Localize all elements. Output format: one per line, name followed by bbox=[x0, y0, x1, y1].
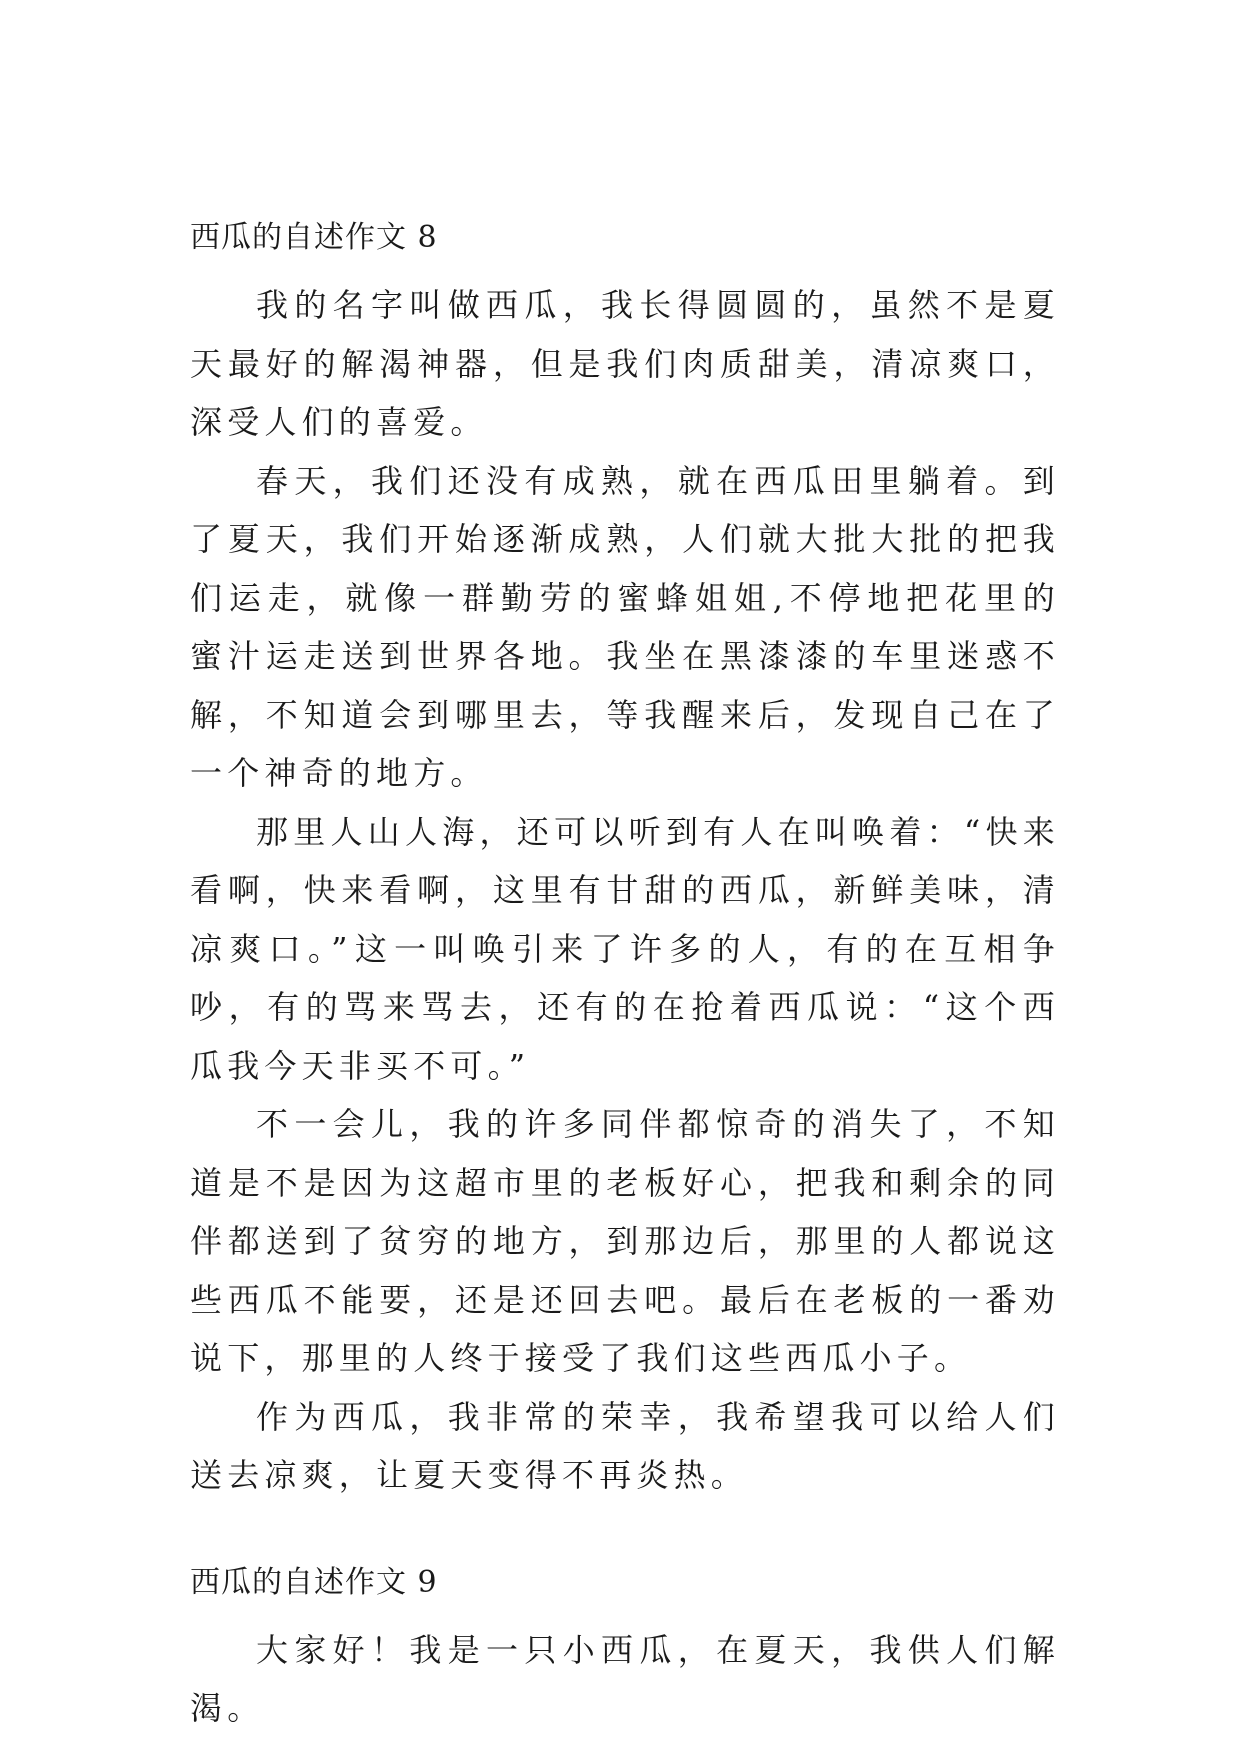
document-content bbox=[190, 218, 1060, 1738]
essay-9-paragraph-1: 大家好！我是一只小西瓜，在夏天，我供人们解渴。 bbox=[190, 1630, 1060, 1727]
essay-8-paragraph-4: 不一会儿，我的许多同伴都惊奇的消失了，不知道是不是因为这超市里的老板好心，把我和剩余的同伴都送到了贫穷的地方，到那边后，那里的人都说这些西瓜不能要，还是还回去吧。最后在老板的一番劝说下，那里的人终于接受了我们这些西瓜小子。 bbox=[190, 1105, 1060, 1377]
essay-8-paragraph-2: 春天，我们还没有成熟，就在西瓜田里躺着。到了夏天，我们开始逐渐成熟，人们就大批大批的把我们运走，就像一群勤劳的蜜蜂姐姐,不停地把花里的蜜汁运走送到世界各地。我坐在黑漆漆的车里迷惑不解，不知道会到哪里去，等我醒来后，发现自己在了一个神奇的地方。 bbox=[190, 461, 1060, 792]
essay-8-paragraph-1: 我的名字叫做西瓜，我长得圆圆的，虽然不是夏天最好的解渴神器，但是我们肉质甜美，清凉爽口，深受人们的喜爱。 bbox=[190, 286, 1060, 441]
essay-8-paragraph-3: 那里人山人海，还可以听到有人在叫唤着：“快来看啊，快来看啊，这里有甘甜的西瓜，新鲜美味，清凉爽口。”这一叫唤引来了许多的人，有的在互相争吵，有的骂来骂去，还有的在抢着西瓜说：“这个西瓜我今天非买不可。” bbox=[190, 812, 1060, 1085]
section-spacer bbox=[190, 1505, 1060, 1563]
essay-8-paragraph-5: 作为西瓜，我非常的荣幸，我希望我可以给人们送去凉爽，让夏天变得不再炎热。 bbox=[190, 1397, 1060, 1494]
essay-9-title: 西瓜的自述作文 9 bbox=[190, 1564, 438, 1600]
essay-8-title: 西瓜的自述作文 8 bbox=[190, 220, 438, 255]
